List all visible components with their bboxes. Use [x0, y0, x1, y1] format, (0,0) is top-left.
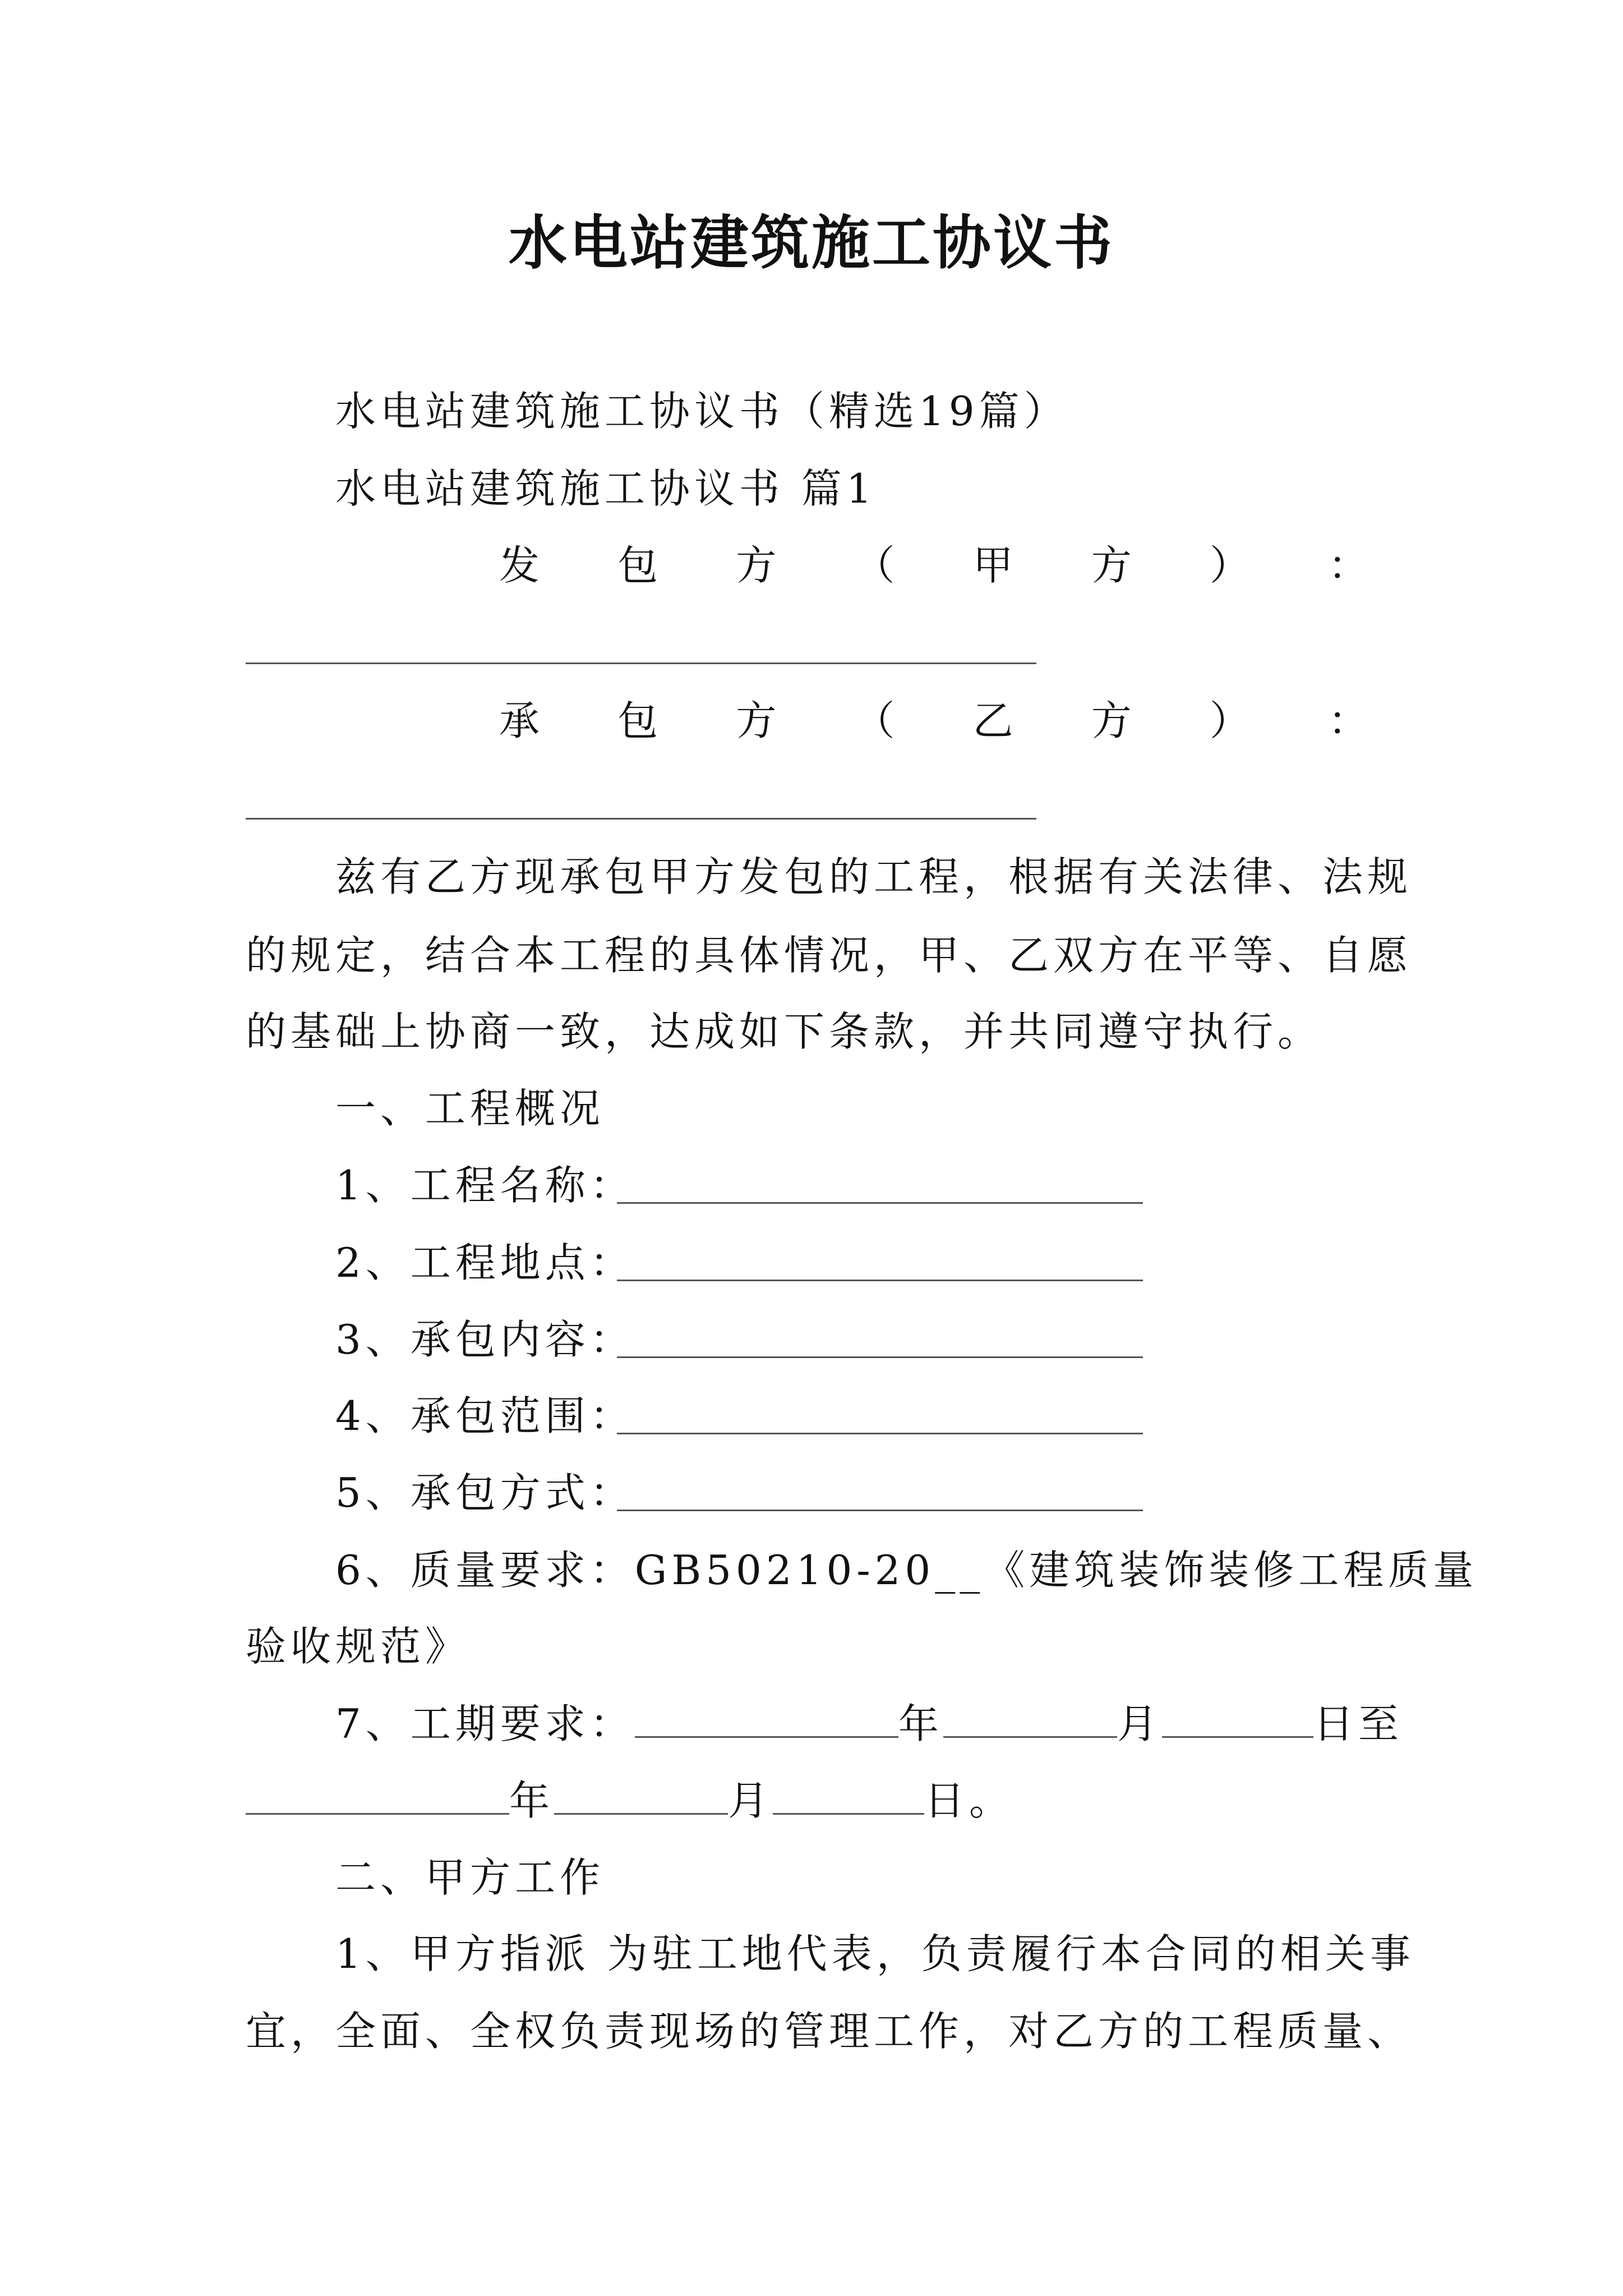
party-b-char: 包: [617, 697, 658, 744]
end-month-blank[interactable]: [554, 1778, 728, 1815]
party-a-char: 发: [499, 542, 540, 589]
intro-paragraph-line: 的基础上协商一致，达成如下条款，并共同遵守执行。: [246, 1008, 1323, 1055]
item-label: 3、承包内容：: [335, 1316, 635, 1363]
item-contract-content: [335, 1314, 635, 1365]
party-a-char: 包: [617, 542, 658, 589]
party-b-char: （: [854, 697, 895, 744]
section-2-item-1-cont: 宜，全面、全权负责现场的管理工作，对乙方的工程质量、: [246, 2008, 1413, 2055]
year-label: 年: [898, 1700, 943, 1747]
document-title: 水电站建筑施工协议书: [508, 208, 1114, 277]
item-contract-scope: [335, 1391, 635, 1441]
project-name-blank[interactable]: [617, 1202, 1143, 1204]
party-b-char: 方: [736, 697, 777, 744]
party-b-blank[interactable]: [246, 818, 1036, 820]
item-contract-method: [335, 1467, 635, 1518]
party-b-label: [499, 696, 1368, 746]
item-schedule-end: [246, 1775, 1014, 1826]
item-quality-requirement-cont: 验收规范》: [246, 1623, 471, 1670]
party-a-char: 甲: [972, 542, 1013, 589]
item-label: 4、承包范围：: [335, 1392, 635, 1439]
item-label: 2、工程地点：: [335, 1239, 635, 1286]
end-year-blank[interactable]: [246, 1778, 509, 1815]
item-project-name: [335, 1160, 635, 1211]
intro-paragraph-line: 兹有乙方现承包甲方发包的工程，根据有关法律、法规: [335, 853, 1413, 900]
project-location-blank[interactable]: [617, 1280, 1143, 1281]
contract-scope-blank[interactable]: [617, 1433, 1143, 1434]
start-year-blank[interactable]: [635, 1701, 898, 1738]
party-a-char: 方: [1091, 542, 1132, 589]
item-label: 1、工程名称：: [335, 1162, 635, 1209]
party-a-char: ）: [1209, 542, 1250, 589]
year-label: 年: [509, 1777, 555, 1824]
party-b-char: 承: [499, 697, 540, 744]
party-a-blank[interactable]: [246, 662, 1036, 664]
item-label: 5、承包方式：: [335, 1469, 635, 1516]
day-end-label: 日。: [924, 1777, 1015, 1824]
item-project-location: [335, 1237, 635, 1288]
party-b-char: 乙: [972, 697, 1013, 744]
intro-paragraph-line: 的规定，结合本工程的具体情况，甲、乙双方在平等、自愿: [246, 932, 1413, 979]
party-a-char: ：: [1327, 542, 1368, 589]
item-label: 7、工期要求：: [335, 1700, 635, 1747]
end-day-blank[interactable]: [773, 1778, 924, 1815]
start-month-blank[interactable]: [943, 1701, 1117, 1738]
contract-method-blank[interactable]: [617, 1510, 1143, 1511]
month-label: 月: [1117, 1700, 1162, 1747]
contract-content-blank[interactable]: [617, 1356, 1143, 1358]
party-a-label: [499, 540, 1368, 591]
section-heading: 水电站建筑施工协议书 篇1: [335, 465, 877, 512]
section-2-title: 二、甲方工作: [335, 1854, 605, 1901]
item-schedule: [335, 1699, 1403, 1749]
party-a-char: （: [854, 542, 895, 589]
party-b-char: ）: [1209, 697, 1250, 744]
party-b-char: ：: [1327, 697, 1368, 744]
party-b-char: 方: [1091, 697, 1132, 744]
month-label: 月: [728, 1777, 773, 1824]
document-subtitle: 水电站建筑施工协议书（精选19篇）: [335, 388, 1069, 435]
start-day-blank[interactable]: [1162, 1701, 1313, 1738]
item-quality-requirement: 6、质量要求：GB50210-20__《建筑装饰装修工程质量: [335, 1547, 1478, 1594]
party-a-char: 方: [736, 542, 777, 589]
section-2-item-1: 1、甲方指派 为驻工地代表，负责履行本合同的相关事: [335, 1930, 1415, 1977]
section-1-title: 一、工程概况: [335, 1085, 605, 1132]
day-to-label: 日至: [1313, 1700, 1403, 1747]
